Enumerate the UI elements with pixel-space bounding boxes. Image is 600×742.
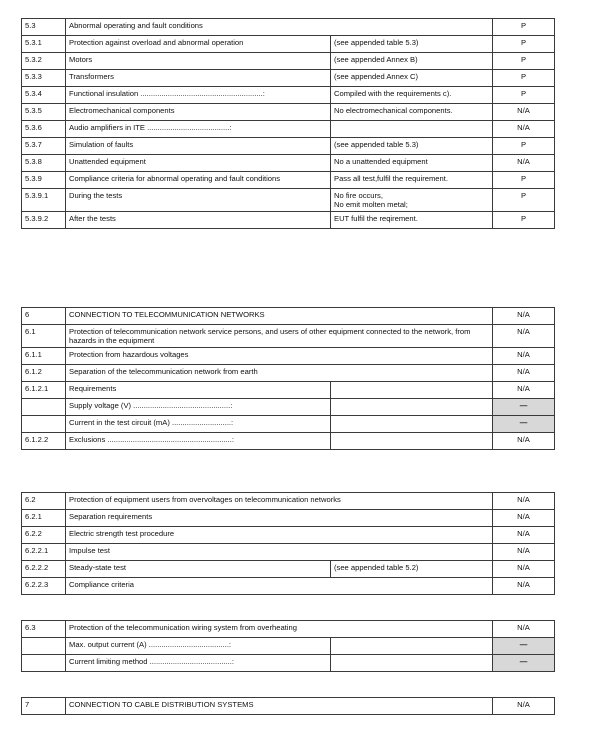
requirement-text: Separation of the telecommunication network from earth	[66, 365, 493, 382]
clause-number: 7	[22, 698, 66, 715]
verdict: N/A	[493, 308, 555, 325]
requirement-text: Unattended equipment	[66, 155, 331, 172]
clause-table-6-3	[21, 620, 555, 672]
verdict: P	[493, 87, 555, 104]
clause-number: 6.1.1	[22, 348, 66, 365]
verdict: N/A	[493, 155, 555, 172]
table-row	[22, 172, 555, 189]
table-row	[22, 348, 555, 365]
result-remark: No a unattended equipment	[331, 155, 493, 172]
table-row	[22, 36, 555, 53]
verdict: N/A	[493, 348, 555, 365]
verdict: P	[493, 53, 555, 70]
table-row	[22, 365, 555, 382]
table-row	[22, 578, 555, 595]
clause-number: 6.2.2.1	[22, 544, 66, 561]
clause-number: 6.1.2.2	[22, 433, 66, 450]
requirement-text: Transformers	[66, 70, 331, 87]
clause-number: 5.3.7	[22, 138, 66, 155]
result-remark: Pass all test,fulfil the requirement.	[331, 172, 493, 189]
clause-number: 6.3	[22, 621, 66, 638]
table-row	[22, 561, 555, 578]
requirement-text: Protection of the telecommunication wiring system from overheating	[66, 621, 493, 638]
clause-number: 5.3	[22, 19, 66, 36]
requirement-text: Motors	[66, 53, 331, 70]
table-row	[22, 308, 555, 325]
clause-number: 5.3.6	[22, 121, 66, 138]
verdict: N/A	[493, 527, 555, 544]
requirement-text: Simulation of faults	[66, 138, 331, 155]
table-row	[22, 138, 555, 155]
requirement-text: Requirements	[66, 382, 331, 399]
result-remark: Compiled with the requirements c).	[331, 87, 493, 104]
verdict: N/A	[493, 561, 555, 578]
table-row	[22, 493, 555, 510]
verdict: N/A	[493, 510, 555, 527]
result-remark	[331, 433, 493, 450]
result-remark: (see appended table 5.3)	[331, 36, 493, 53]
verdict: N/A	[493, 325, 555, 348]
table-row	[22, 638, 555, 655]
clause-number: 6.2	[22, 493, 66, 510]
table-row	[22, 655, 555, 672]
clause-number: 6	[22, 308, 66, 325]
table-row	[22, 53, 555, 70]
verdict: P	[493, 189, 555, 212]
verdict: N/A	[493, 621, 555, 638]
requirement-text: Impulse test	[66, 544, 493, 561]
verdict: P	[493, 172, 555, 189]
verdict: N/A	[493, 698, 555, 715]
verdict: N/A	[493, 544, 555, 561]
verdict: P	[493, 138, 555, 155]
table-row	[22, 189, 555, 212]
requirement-text: Max. output current (A) ......................................:	[66, 638, 331, 655]
verdict: P	[493, 212, 555, 229]
table-row	[22, 510, 555, 527]
clause-number: 5.3.5	[22, 104, 66, 121]
result-remark	[331, 399, 493, 416]
requirement-text: Supply voltage (V) ..............................................:	[66, 399, 331, 416]
result-remark: (see appended table 5.2)	[331, 561, 493, 578]
requirement-text: Protection of equipment users from overvoltages on telecommunication networks	[66, 493, 493, 510]
verdict: P	[493, 19, 555, 36]
result-remark	[331, 121, 493, 138]
requirement-text: CONNECTION TO TELECOMMUNICATION NETWORKS	[66, 308, 493, 325]
clause-number: 5.3.1	[22, 36, 66, 53]
requirement-text: During the tests	[66, 189, 331, 212]
requirement-text: Steady-state test	[66, 561, 331, 578]
verdict: N/A	[493, 121, 555, 138]
result-remark	[331, 416, 493, 433]
clause-number: 5.3.9	[22, 172, 66, 189]
clause-number: 6.2.1	[22, 510, 66, 527]
clause-number: 6.1	[22, 325, 66, 348]
result-remark: (see appended Annex B)	[331, 53, 493, 70]
table-row	[22, 121, 555, 138]
clause-number: 6.1.2.1	[22, 382, 66, 399]
requirement-text: After the tests	[66, 212, 331, 229]
table-row	[22, 70, 555, 87]
verdict: N/A	[493, 578, 555, 595]
verdict: N/A	[493, 493, 555, 510]
clause-number	[22, 638, 66, 655]
verdict: N/A	[493, 365, 555, 382]
requirement-text: Compliance criteria for abnormal operating and fault conditions	[66, 172, 331, 189]
clause-table-6	[21, 307, 555, 450]
clause-number: 5.3.8	[22, 155, 66, 172]
table-row	[22, 19, 555, 36]
clause-number: 5.3.3	[22, 70, 66, 87]
verdict: P	[493, 70, 555, 87]
result-remark: (see appended Annex C)	[331, 70, 493, 87]
table-row	[22, 621, 555, 638]
result-remark	[331, 655, 493, 672]
result-remark	[331, 382, 493, 399]
requirement-text: Compliance criteria	[66, 578, 493, 595]
table-row	[22, 325, 555, 348]
verdict: —	[493, 655, 555, 672]
clause-number	[22, 655, 66, 672]
result-remark	[331, 189, 493, 212]
requirement-text: Protection of telecommunication network service persons, and users of other equipment connected to the network, from hazards in the equipment	[66, 325, 493, 348]
clause-number: 6.2.2.3	[22, 578, 66, 595]
result-remark: EUT fulfil the reqirement.	[331, 212, 493, 229]
verdict: —	[493, 399, 555, 416]
requirement-text: Functional insulation ..........................................................:	[66, 87, 331, 104]
table-row	[22, 399, 555, 416]
requirement-text: Abnormal operating and fault conditions	[66, 19, 493, 36]
requirement-text: Exclusions ...........................................................:	[66, 433, 331, 450]
clause-table-7	[21, 697, 555, 715]
result-remark: (see appended table 5.3)	[331, 138, 493, 155]
clause-number: 6.2.2.2	[22, 561, 66, 578]
clause-table-6-2	[21, 492, 555, 595]
requirement-text: Electric strength test procedure	[66, 527, 493, 544]
table-row	[22, 544, 555, 561]
table-row	[22, 382, 555, 399]
requirement-text: Current limiting method .......................................:	[66, 655, 331, 672]
clause-number: 5.3.9.2	[22, 212, 66, 229]
verdict: N/A	[493, 382, 555, 399]
requirement-text: Protection against overload and abnormal operation	[66, 36, 331, 53]
requirement-text: Electromechanical components	[66, 104, 331, 121]
result-remark	[331, 638, 493, 655]
verdict: N/A	[493, 104, 555, 121]
verdict: —	[493, 416, 555, 433]
clause-table-5-3	[21, 18, 555, 229]
result-remark: No electromechanical components.	[331, 104, 493, 121]
requirement-text: Audio amplifiers in ITE .......................................:	[66, 121, 331, 138]
table-row	[22, 527, 555, 544]
result-line: No emit molten metal;	[334, 200, 408, 210]
table-row	[22, 212, 555, 229]
verdict: P	[493, 36, 555, 53]
requirement-text: CONNECTION TO CABLE DISTRIBUTION SYSTEMS	[66, 698, 493, 715]
clause-number: 6.2.2	[22, 527, 66, 544]
clause-number: 5.3.9.1	[22, 189, 66, 212]
clause-number: 5.3.2	[22, 53, 66, 70]
table-row	[22, 155, 555, 172]
table-row	[22, 87, 555, 104]
requirement-text: Separation requirements	[66, 510, 493, 527]
clause-number: 5.3.4	[22, 87, 66, 104]
clause-number	[22, 416, 66, 433]
verdict: N/A	[493, 433, 555, 450]
verdict: —	[493, 638, 555, 655]
requirement-text: Current in the test circuit (mA) ............................:	[66, 416, 331, 433]
clause-number	[22, 399, 66, 416]
result-line: No fire occurs,	[334, 191, 383, 200]
table-row	[22, 104, 555, 121]
clause-number: 6.1.2	[22, 365, 66, 382]
table-row	[22, 698, 555, 715]
table-row	[22, 433, 555, 450]
table-row	[22, 416, 555, 433]
requirement-text: Protection from hazardous voltages	[66, 348, 493, 365]
